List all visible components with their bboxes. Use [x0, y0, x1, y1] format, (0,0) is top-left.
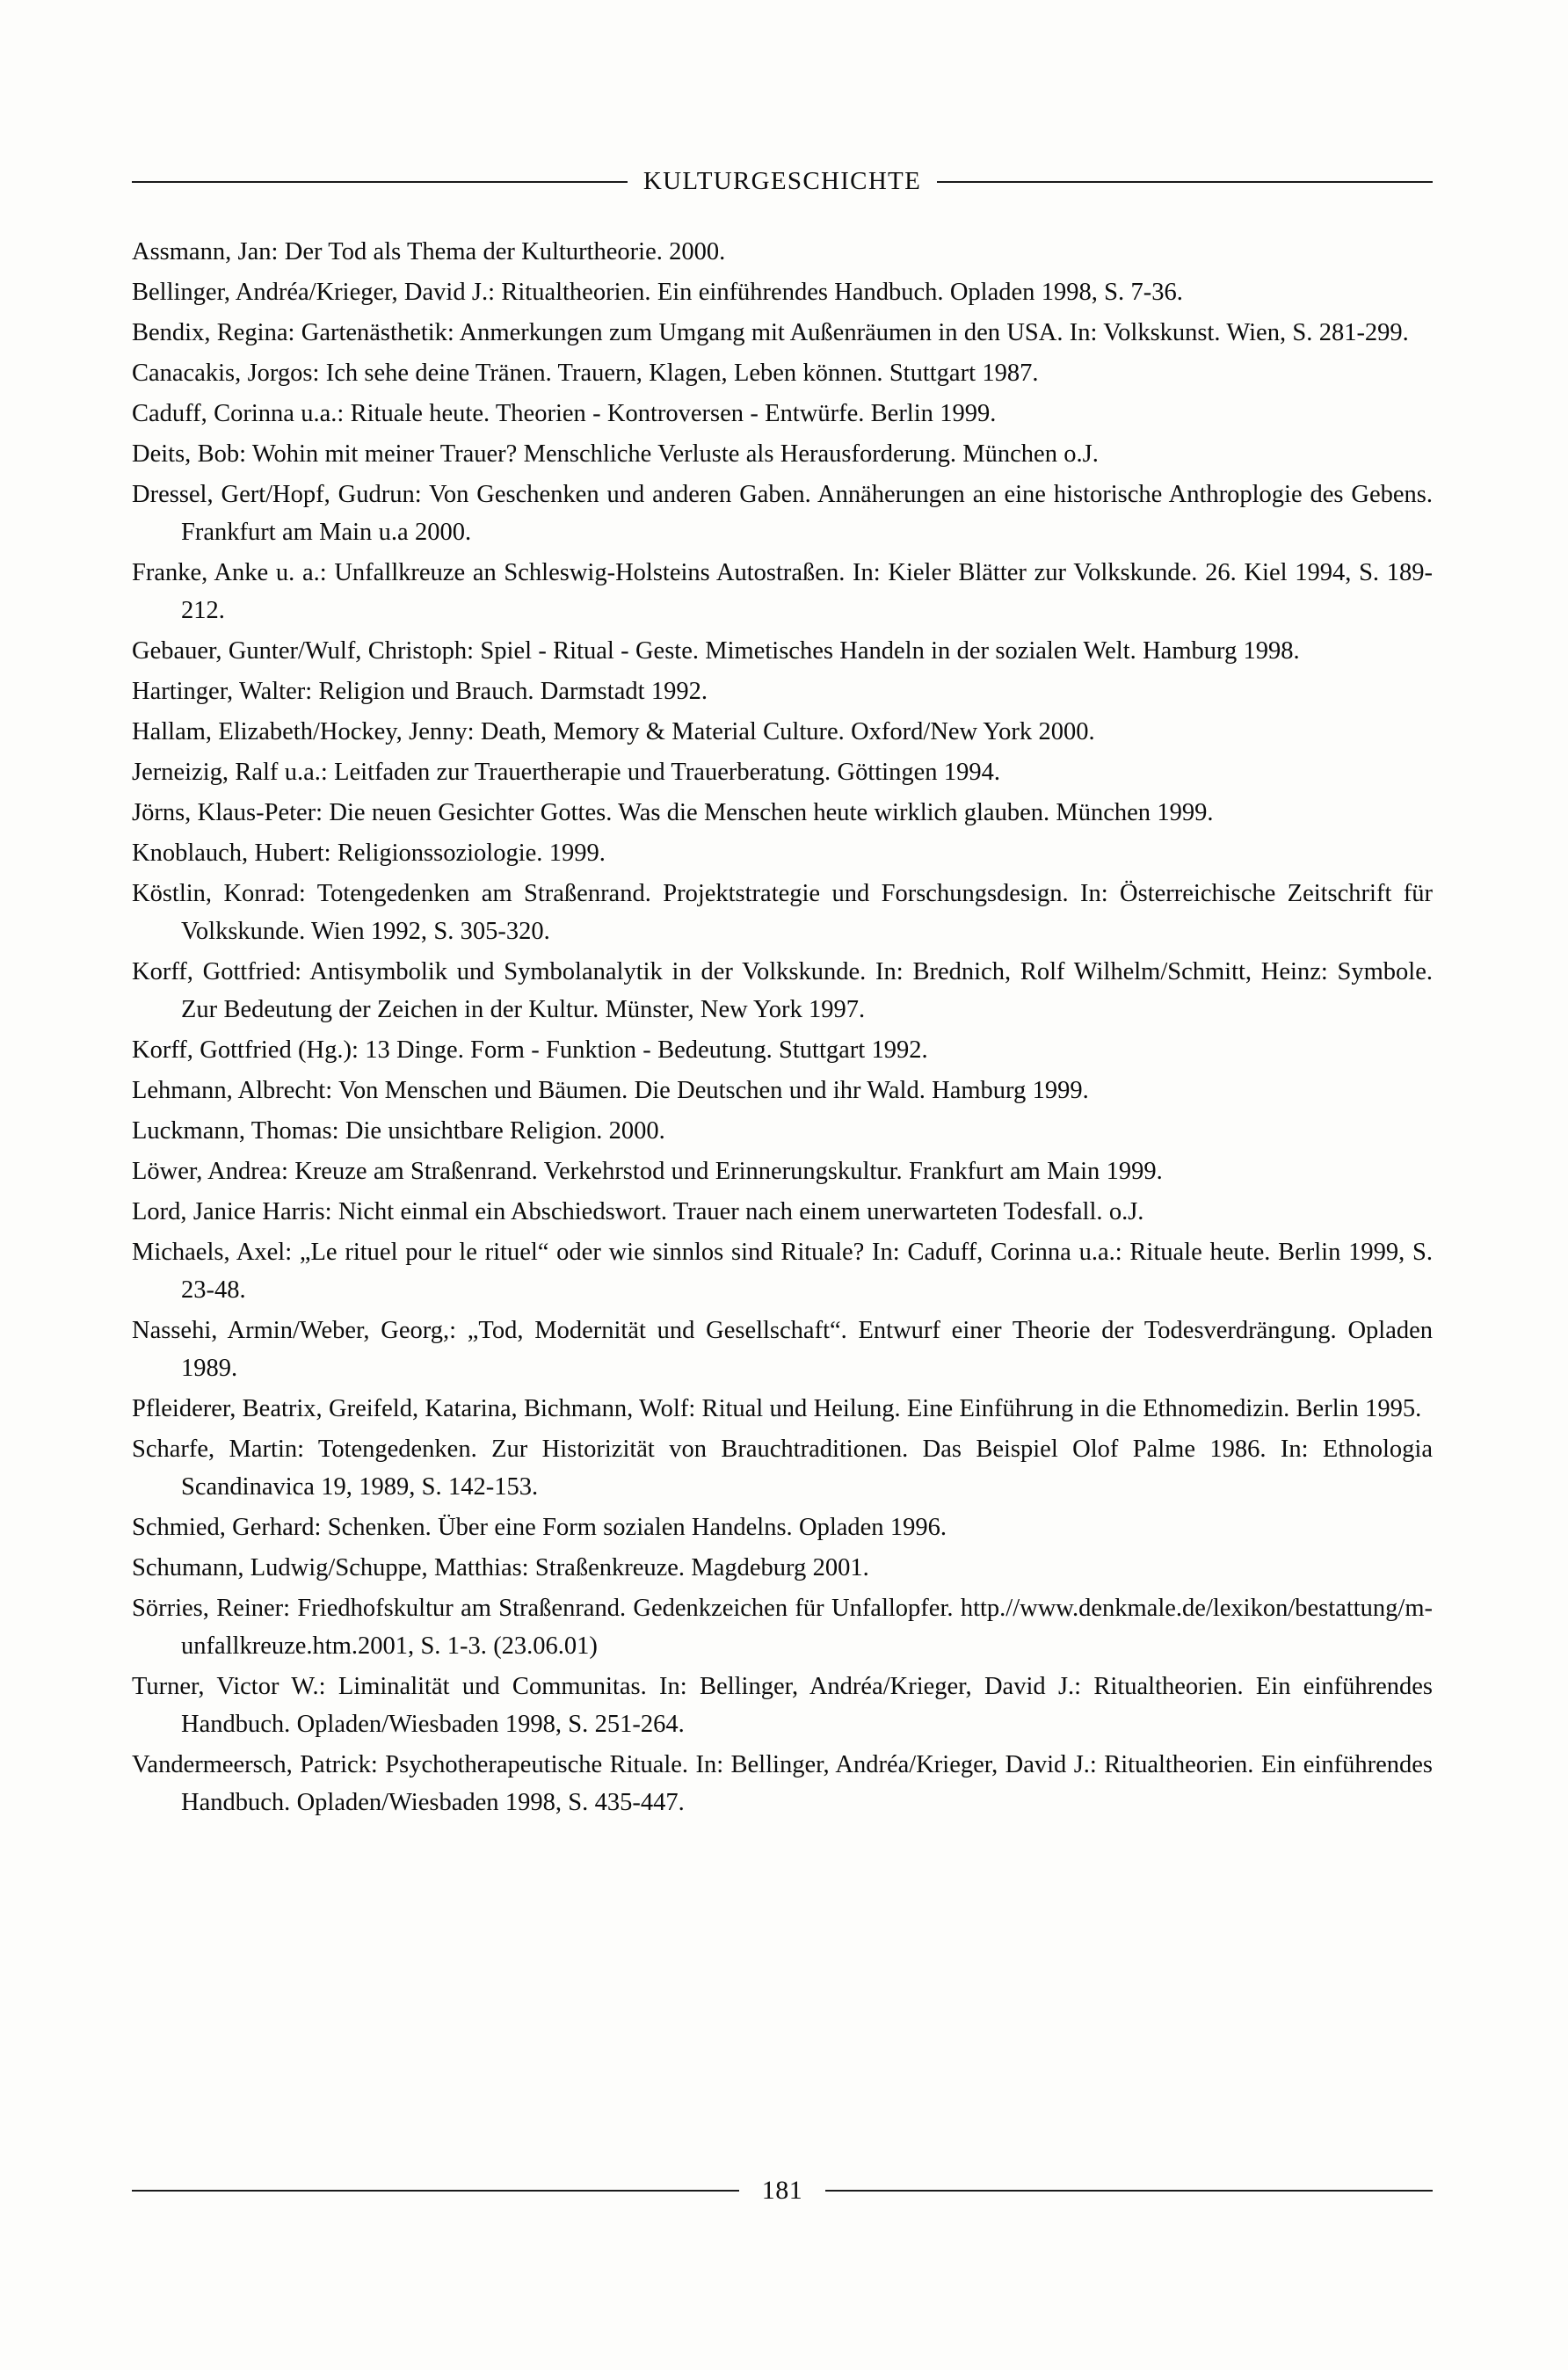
bibliography-entry: Bendix, Regina: Gartenästhetik: Anmerkungen zum Umgang mit Außenräumen in den USA. In: Volkskunst. Wien, S. 281-299. [132, 319, 1409, 346]
bibliography-entry: Hallam, Elizabeth/Hockey, Jenny: Death, Memory & Material Culture. Oxford/New York 2000. [132, 718, 1095, 745]
bibliography-entry: Knoblauch, Hubert: Religionssoziologie. 1999. [132, 840, 606, 867]
bibliography-entry: Deits, Bob: Wohin mit meiner Trauer? Menschliche Verluste als Herausforderung. München o.J. [132, 440, 1099, 468]
bibliography-entry: Nassehi, Armin/Weber, Georg,: „Tod, Modernität und Gesellschaft“. Entwurf einer Theorie der Todesverdrängung. Opladen 1989. [132, 1317, 1433, 1382]
bibliography-entry: Schumann, Ludwig/Schuppe, Matthias: Straßenkreuze. Magdeburg 2001. [132, 1554, 869, 1581]
page-number: 181 [761, 2176, 803, 2205]
footer-rule-right [825, 2190, 1433, 2192]
bibliography-entry: Köstlin, Konrad: Totengedenken am Straßenrand. Projektstrategie und Forschungsdesign. In: Österreichische Zeitschrift für Volkskunde. Wien 1992, S. 305-320. [132, 880, 1433, 945]
bibliography-entry: Jerneizig, Ralf u.a.: Leitfaden zur Trauertherapie und Trauerberatung. Göttingen 1994. [132, 759, 1000, 786]
bibliography-entry: Lord, Janice Harris: Nicht einmal ein Abschiedswort. Trauer nach einem unerwarteten Todesfall. o.J. [132, 1198, 1144, 1225]
bibliography-entry: Bellinger, Andréa/Krieger, David J.: Ritualtheorien. Ein einführendes Handbuch. Opladen 1998, S. 7-36. [132, 279, 1183, 306]
bibliography-entry: Hartinger, Walter: Religion und Brauch. Darmstadt 1992. [132, 678, 708, 705]
bibliography-entry: Scharfe, Martin: Totengedenken. Zur Historizität von Brauchtraditionen. Das Beispiel Olof Palme 1986. In: Ethnologia Scandinavica 19, 1989, S. 142-153. [132, 1436, 1433, 1501]
bibliography-entry: Vandermeersch, Patrick: Psychotherapeutische Rituale. In: Bellinger, Andréa/Krieger, David J.: Ritualtheorien. Ein einführendes Handbuch. Opladen/Wiesbaden 1998, S. 435-447. [132, 1751, 1433, 1816]
bibliography-entry: Michaels, Axel: „Le rituel pour le rituel“ oder wie sinnlos sind Rituale? In: Caduff, Corinna u.a.: Rituale heute. Berlin 1999, S. 23-48. [132, 1239, 1433, 1304]
bibliography-entry: Canacakis, Jorgos: Ich sehe deine Tränen. Trauern, Klagen, Leben können. Stuttgart 1987. [132, 360, 1039, 387]
bibliography-entry: Schmied, Gerhard: Schenken. Über eine Form sozialen Handelns. Opladen 1996. [132, 1514, 947, 1541]
bibliography-entry: Korff, Gottfried: Antisymbolik und Symbolanalytik in der Volkskunde. In: Brednich, Rolf Wilhelm/Schmitt, Heinz: Symbole. Zur Bedeutung der Zeichen in der Kultur. Münster, New York 1997. [132, 958, 1433, 1023]
running-head [132, 167, 1433, 196]
bibliography-entry: Jörns, Klaus-Peter: Die neuen Gesichter Gottes. Was die Menschen heute wirklich glauben. München 1999. [132, 799, 1214, 826]
bibliography-entry: Franke, Anke u. a.: Unfallkreuze an Schleswig-Holsteins Autostraßen. In: Kieler Blätter zur Volkskunde. 26. Kiel 1994, S. 189-212. [132, 559, 1433, 624]
bibliography-entry: Sörries, Reiner: Friedhofskultur am Straßenrand. Gedenkzeichen für Unfallopfer. http.//www.denkmale.de/lexikon/bestattung/m-unfallkreuze.htm.2001, S. 1-3. (23.06.01) [132, 1595, 1433, 1660]
bibliography-entry: Korff, Gottfried (Hg.): 13 Dinge. Form - Funktion - Bedeutung. Stuttgart 1992. [132, 1036, 928, 1064]
running-head-title: KULTURGESCHICHTE [642, 167, 922, 195]
bibliography-entry: Caduff, Corinna u.a.: Rituale heute. Theorien - Kontroversen - Entwürfe. Berlin 1999. [132, 400, 997, 427]
footer-rule-left [132, 2190, 739, 2192]
bibliography-entry: Turner, Victor W.: Liminalität und Communitas. In: Bellinger, Andréa/Krieger, David J.: Ritualtheorien. Ein einführendes Handbuch. Opladen/Wiesbaden 1998, S. 251-264. [132, 1673, 1433, 1738]
bibliography-entry: Pfleiderer, Beatrix, Greifeld, Katarina, Bichmann, Wolf: Ritual und Heilung. Eine Einführung in die Ethnomedizin. Berlin 1995. [132, 1395, 1422, 1422]
bibliography-entry: Luckmann, Thomas: Die unsichtbare Religion. 2000. [132, 1117, 665, 1145]
bibliography-entry: Dressel, Gert/Hopf, Gudrun: Von Geschenken und anderen Gaben. Annäherungen an eine historische Anthroplogie des Gebens. Frankfurt am Main u.a 2000. [132, 481, 1433, 546]
page-content [132, 167, 1433, 1824]
header-rule-right [937, 181, 1433, 183]
header-rule-left [132, 181, 628, 183]
bibliography-list [132, 233, 1433, 1821]
bibliography-entry: Lehmann, Albrecht: Von Menschen und Bäumen. Die Deutschen und ihr Wald. Hamburg 1999. [132, 1077, 1089, 1104]
page-footer [132, 2176, 1433, 2206]
bibliography-entry: Gebauer, Gunter/Wulf, Christoph: Spiel - Ritual - Geste. Mimetisches Handeln in der sozialen Welt. Hamburg 1998. [132, 637, 1300, 665]
bibliography-entry: Assmann, Jan: Der Tod als Thema der Kulturtheorie. 2000. [132, 238, 726, 265]
bibliography-entry: Löwer, Andrea: Kreuze am Straßenrand. Verkehrstod und Erinnerungskultur. Frankfurt am Main 1999. [132, 1158, 1163, 1185]
